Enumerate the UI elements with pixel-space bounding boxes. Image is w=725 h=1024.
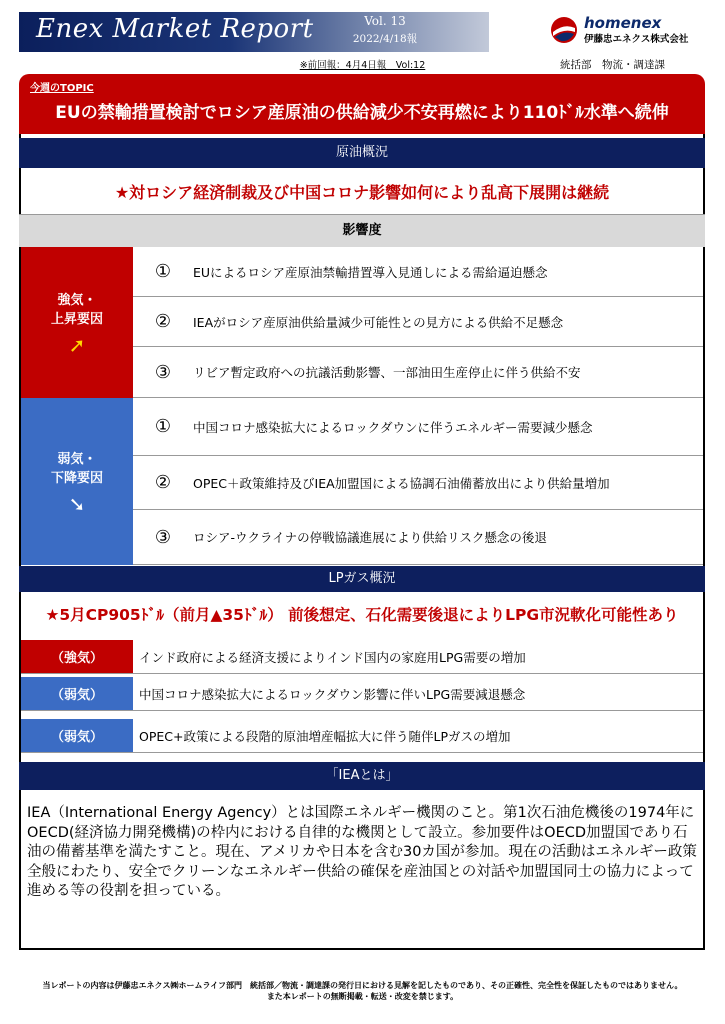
bearish-label-line1: 弱気・	[57, 451, 97, 467]
factor-number: ②	[154, 472, 172, 493]
bearish-label-line2: 下降要因	[50, 470, 103, 486]
previous-issue-text[interactable]: ※前回報：4月4日報 Vol:12	[299, 60, 426, 71]
report-title: Enex Market Report	[36, 14, 314, 44]
iea-section-header: 「IEAとは」	[19, 762, 705, 790]
factor-text: EUによるロシア産原油禁輸措置導入見通しによる需給逼迫懸念	[193, 264, 548, 280]
bearish-factor-row	[133, 510, 703, 565]
company-logo-icon	[549, 15, 579, 45]
bullish-factor-row	[133, 297, 703, 347]
bullish-label-line1: 強気・	[57, 292, 97, 308]
bullish-factor-row	[133, 347, 703, 398]
lpg-section-header: LPガス概況	[19, 566, 705, 592]
factor-number: ②	[154, 311, 172, 332]
lpg-factor-tag: （強気）	[21, 640, 133, 673]
topic-label: 今週のTOPIC	[30, 83, 94, 94]
bullish-label-line2: 上昇要因	[50, 311, 103, 327]
bearish-factor-row	[133, 398, 703, 456]
disclaimer-line1: 当レポートの内容は伊藤忠エネクス㈱ホームライフ部門 統括部／物流・調達課の発行日における見解を記したものであり、その正確性、完全性を保証したものではありません。	[42, 981, 683, 990]
lpg-factor-row	[21, 640, 703, 674]
bearish-factors-label	[21, 398, 133, 565]
volume-number: Vol. 13	[364, 14, 406, 28]
company-name: 伊藤忠エネクス株式会社	[584, 34, 689, 45]
down-arrow-icon: ➘	[68, 491, 86, 516]
factor-text: ロシア-ウクライナの停戦協議進展により供給リスク懸念の後退	[193, 530, 547, 545]
factor-number: ③	[154, 526, 172, 548]
lpg-factor-tag: （弱気）	[21, 719, 133, 752]
crude-headline: ★対ロシア経済制裁及び中国コロナ影響如何により乱高下展開は継続	[114, 183, 610, 202]
factor-number: ③	[154, 361, 172, 383]
bearish-factor-row	[133, 456, 703, 510]
lpg-factor-row	[21, 719, 703, 753]
bullish-factor-row	[133, 247, 703, 297]
topic-title: EUの禁輸措置検討でロシア産原油の供給減少不安再燃により110ﾄﾞﾙ水準へ続伸	[55, 103, 669, 123]
lpg-factor-tag: （弱気）	[21, 677, 133, 710]
lpg-factor-text: 中国コロナ感染拡大によるロックダウン影響に伴いLPG需要減退懸念	[139, 686, 526, 702]
factor-text: OPEC＋政策維持及びIEA加盟国による協調石油備蓄放出により供給量増加	[193, 475, 610, 491]
report-date: 2022/4/18報	[352, 33, 418, 45]
department-label: 統括部 物流・調達課	[560, 59, 665, 71]
frame-bottom-border	[19, 948, 705, 950]
factor-text: 中国コロナ感染拡大によるロックダウンに伴うエネルギー需要減少懸念	[193, 419, 593, 435]
factor-number: ①	[154, 416, 172, 437]
factor-number: ①	[154, 261, 172, 282]
lpg-factor-text: OPEC+政策による段階的原油増産幅拡大に伴う随伴LPガスの増加	[139, 728, 511, 744]
logo-wordmark: homenex	[584, 14, 662, 32]
impact-header: 影響度	[19, 215, 705, 247]
disclaimer-line2: また本レポートの無断掲載・転送・改変を禁じます。	[266, 992, 459, 1001]
lpg-headline: ★5月CP905ﾄﾞﾙ（前月▲35ﾄﾞﾙ） 前後想定、石化需要後退によりLPG市況軟化可能性あり	[45, 606, 679, 624]
up-arrow-icon: ➚	[68, 332, 86, 357]
lpg-factor-row	[21, 677, 703, 711]
crude-section-header: 原油概況	[19, 138, 705, 168]
lpg-factor-text: インド政府による経済支援によりインド国内の家庭用LPG需要の増加	[139, 649, 526, 665]
factor-text: IEAがロシア産原油供給量減少可能性との見方による供給不足懸念	[193, 314, 564, 330]
factor-text: リビア暫定政府への抗議活動影響、一部油田生産停止に伴う供給不安	[193, 365, 581, 380]
iea-description: IEA（International Energy Agency）とは国際エネルギー機関のこと。第1次石油危機後の1974年にOECD(経済協力開発機構)の枠内における自律的な機関として設立。参加要件はOECD加盟国であり石油の備蓄基準を満たすこと。現在、アメリカや日本を含む30カ国が参加。現在の活動はエネルギー政策全般にわたり、安全でクリーンなエネルギー供給の確保を産油国との対話や加盟国同士の協力によって進める等の役割を担っている。	[27, 805, 697, 899]
bullish-factors-label	[21, 247, 133, 398]
